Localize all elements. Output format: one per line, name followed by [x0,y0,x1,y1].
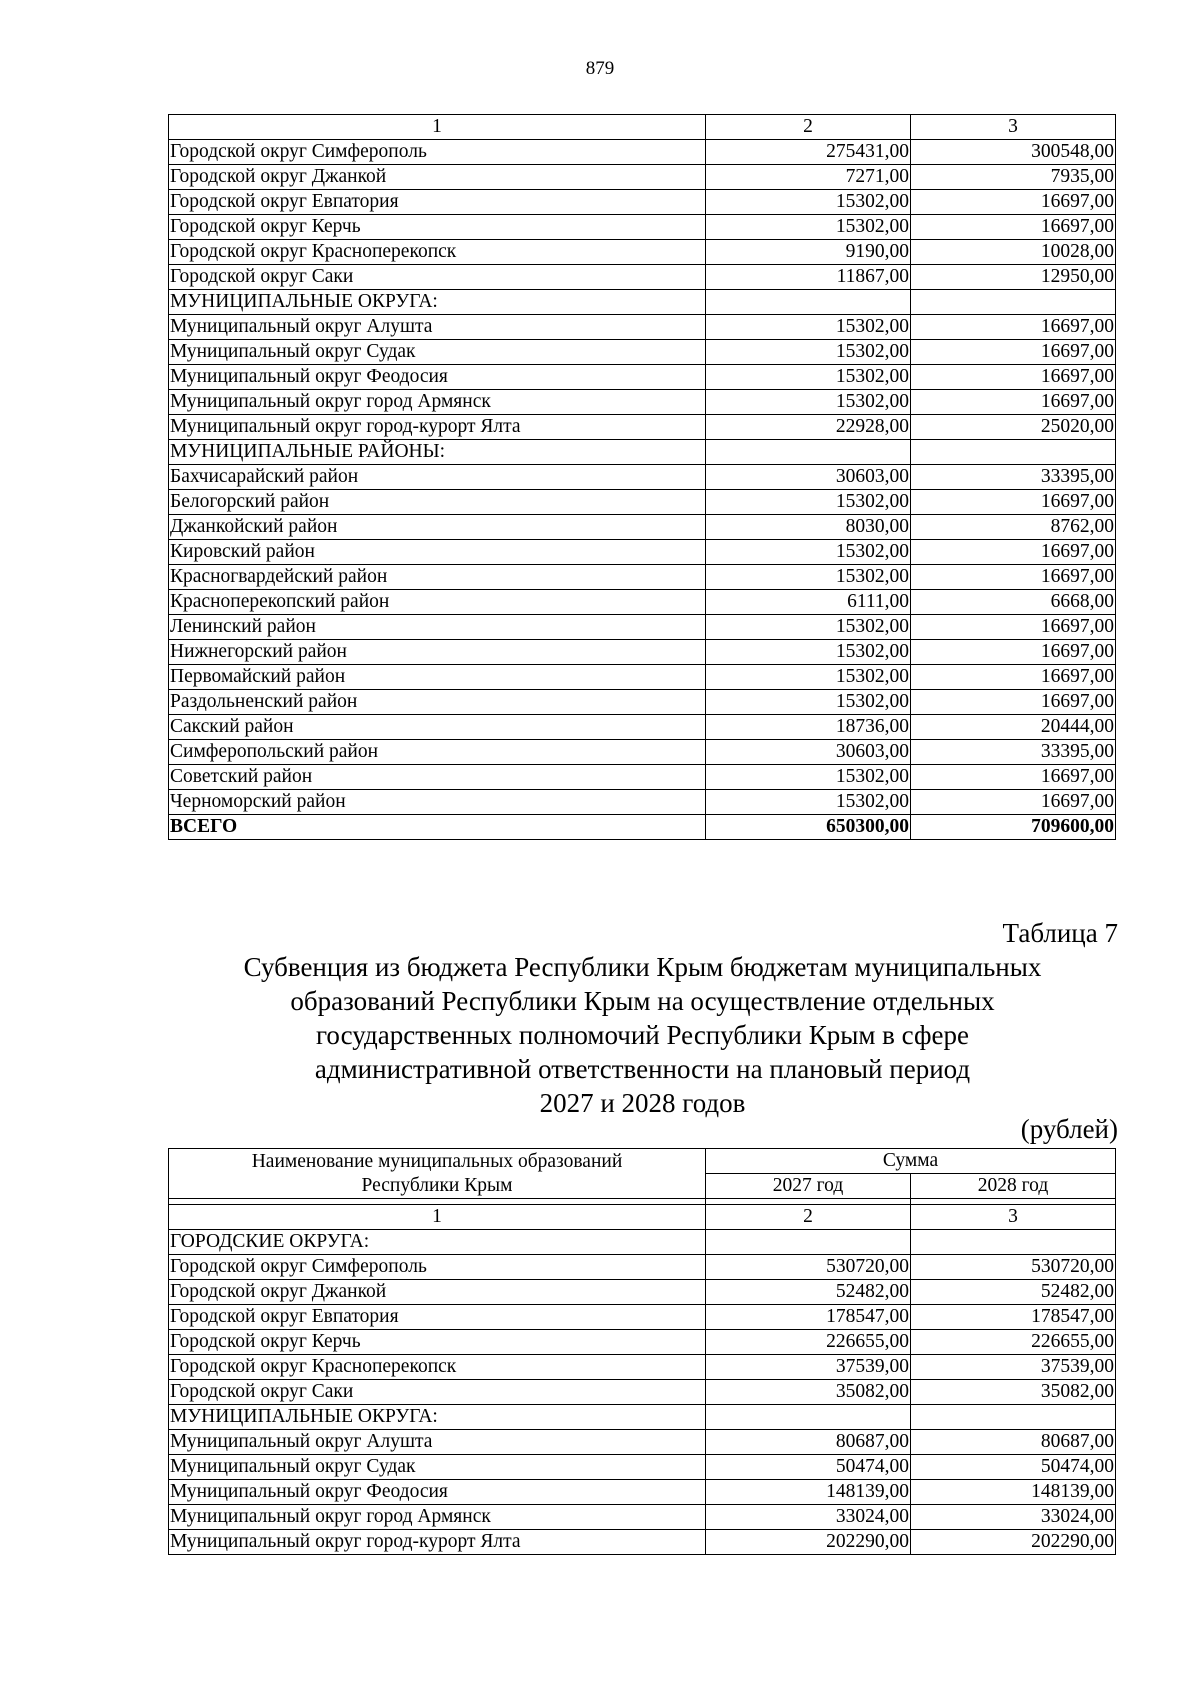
row-value-2: 16697,00 [911,615,1116,640]
row-value-1: 15302,00 [706,390,911,415]
row-name: Городской округ Саки [169,1380,706,1405]
row-name: Городской округ Джанкой [169,165,706,190]
column-number: 3 [911,115,1116,140]
table-row [169,690,1116,715]
row-value-1 [706,440,911,465]
sum-header: Сумма [706,1149,1116,1174]
column-number-row [169,1205,1116,1230]
row-value-2: 52482,00 [911,1280,1116,1305]
row-name: Бахчисарайский район [169,465,706,490]
row-value-1: 15302,00 [706,565,911,590]
row-value-2: 16697,00 [911,540,1116,565]
table-title-line: административной ответственности на плановый период [314,1054,971,1084]
header-row [169,1149,1116,1174]
row-name: Красноперекопский район [169,590,706,615]
table-2 [168,1148,1116,1555]
row-name: Джанкойский район [169,515,706,540]
row-name: Раздольненский район [169,690,706,715]
row-value-2: 16697,00 [911,665,1116,690]
table-row [169,165,1116,190]
units-label: (рублей) [1020,1114,1118,1144]
column-number-row [169,115,1116,140]
table-row [169,140,1116,165]
table-row [169,365,1116,390]
table-row [169,390,1116,415]
row-value-2: 16697,00 [911,690,1116,715]
row-value-2: 148139,00 [911,1480,1116,1505]
row-value-1: 15302,00 [706,365,911,390]
column-number: 1 [169,1205,706,1230]
table-row [169,415,1116,440]
row-value-2: 8762,00 [911,515,1116,540]
table-row [169,715,1116,740]
row-name: Муниципальный округ Алушта [169,315,706,340]
row-name: Муниципальный округ Судак [169,1455,706,1480]
row-name: Городской округ Керчь [169,1330,706,1355]
row-name: Муниципальный округ город-курорт Ялта [169,415,706,440]
table-title-line: государственных полномочий Республики Крым в сфере [316,1020,969,1050]
row-name: Ленинский район [169,615,706,640]
row-value-2 [911,1230,1116,1255]
row-value-1: 15302,00 [706,190,911,215]
row-value-2: 33395,00 [911,465,1116,490]
row-value-1: 80687,00 [706,1430,911,1455]
table-row [169,1230,1116,1255]
row-value-1: 11867,00 [706,265,911,290]
row-name: Нижнегорский район [169,640,706,665]
row-value-2: 16697,00 [911,215,1116,240]
row-value-1: 275431,00 [706,140,911,165]
row-name: Советский район [169,765,706,790]
table-row [169,1305,1116,1330]
table-row [169,665,1116,690]
table-row [169,740,1116,765]
table-row [169,1380,1116,1405]
row-name: Городской округ Симферополь [169,1255,706,1280]
row-value-2: 37539,00 [911,1355,1116,1380]
row-value-2: 16697,00 [911,315,1116,340]
row-value-2: 35082,00 [911,1380,1116,1405]
table-row [169,515,1116,540]
row-name: МУНИЦИПАЛЬНЫЕ ОКРУГА: [169,1405,706,1430]
row-name: МУНИЦИПАЛЬНЫЕ ОКРУГА: [169,290,706,315]
row-value-1: 15302,00 [706,540,911,565]
table-label: Таблица 7 [1002,918,1118,948]
row-value-1: 202290,00 [706,1530,911,1555]
row-name: Городской округ Красноперекопск [169,240,706,265]
table-row [169,465,1116,490]
row-value-1: 530720,00 [706,1255,911,1280]
row-value-2: 178547,00 [911,1305,1116,1330]
table-row [169,265,1116,290]
table-row [169,1480,1116,1505]
row-value-2: 16697,00 [911,190,1116,215]
page-number: 879 [585,58,615,79]
table-row [169,1455,1116,1480]
row-name: Муниципальный округ город Армянск [169,1505,706,1530]
name-column-header [169,1149,706,1199]
row-name: МУНИЦИПАЛЬНЫЕ РАЙОНЫ: [169,440,706,465]
row-name: Городской округ Симферополь [169,140,706,165]
table-row [169,540,1116,565]
row-value-2: 33024,00 [911,1505,1116,1530]
table-row [169,590,1116,615]
table-row [169,790,1116,815]
row-name: Белогорский район [169,490,706,515]
total-value-1: 650300,00 [706,815,911,840]
row-value-2: 16697,00 [911,765,1116,790]
column-number: 1 [169,115,706,140]
total-label: ВСЕГО [169,815,706,840]
row-value-2: 20444,00 [911,715,1116,740]
row-value-2: 16697,00 [911,490,1116,515]
row-value-2: 25020,00 [911,415,1116,440]
row-value-1: 15302,00 [706,340,911,365]
table-row [169,315,1116,340]
row-value-2: 33395,00 [911,740,1116,765]
table-row [169,1355,1116,1380]
row-value-1: 22928,00 [706,415,911,440]
row-value-1: 15302,00 [706,790,911,815]
table-title-line: Субвенция из бюджета Республики Крым бюджетам муниципальных [243,952,1042,982]
row-name: Городской округ Саки [169,265,706,290]
row-value-2: 12950,00 [911,265,1116,290]
table-row [169,615,1116,640]
table-title [168,950,1117,1120]
row-name: Муниципальный округ Алушта [169,1430,706,1455]
row-value-1: 8030,00 [706,515,911,540]
row-value-1: 35082,00 [706,1380,911,1405]
table-row [169,240,1116,265]
row-value-1: 6111,00 [706,590,911,615]
table-row [169,565,1116,590]
table-row [169,340,1116,365]
row-value-1: 50474,00 [706,1455,911,1480]
row-value-1: 30603,00 [706,740,911,765]
name-column-header-line: Наименование муниципальных образований [251,1150,623,1172]
row-name: Муниципальный округ город-курорт Ялта [169,1530,706,1555]
table-row [169,1505,1116,1530]
row-value-1: 15302,00 [706,615,911,640]
year-header: 2028 год [911,1174,1116,1199]
row-value-2: 6668,00 [911,590,1116,615]
column-number: 2 [706,115,911,140]
row-name: Первомайский район [169,665,706,690]
row-value-1 [706,1230,911,1255]
table-row [169,1430,1116,1455]
row-value-1: 37539,00 [706,1355,911,1380]
column-number: 2 [706,1205,911,1230]
table-row [169,1255,1116,1280]
row-name: Городской округ Евпатория [169,190,706,215]
row-value-1 [706,1405,911,1430]
row-value-1: 7271,00 [706,165,911,190]
row-value-1: 15302,00 [706,690,911,715]
row-value-2 [911,440,1116,465]
row-value-1: 33024,00 [706,1505,911,1530]
table-row [169,765,1116,790]
row-value-2: 10028,00 [911,240,1116,265]
row-value-2: 16697,00 [911,640,1116,665]
table-row [169,1530,1116,1555]
row-name: Муниципальный округ Феодосия [169,1480,706,1505]
total-row [169,815,1116,840]
row-name: Черноморский район [169,790,706,815]
row-value-2: 202290,00 [911,1530,1116,1555]
table-row [169,290,1116,315]
table-1 [168,114,1116,840]
row-value-2: 530720,00 [911,1255,1116,1280]
row-name: Муниципальный округ город Армянск [169,390,706,415]
table-row [169,190,1116,215]
row-value-2: 80687,00 [911,1430,1116,1455]
row-name: Муниципальный округ Судак [169,340,706,365]
row-name: Кировский район [169,540,706,565]
row-value-1: 148139,00 [706,1480,911,1505]
row-value-1: 9190,00 [706,240,911,265]
row-value-1: 52482,00 [706,1280,911,1305]
row-value-1: 15302,00 [706,490,911,515]
row-name: Городской округ Евпатория [169,1305,706,1330]
table-row [169,440,1116,465]
table-title-line: образований Республики Крым на осуществление отдельных [290,986,995,1016]
row-value-2: 16697,00 [911,790,1116,815]
row-value-1: 15302,00 [706,665,911,690]
row-value-2: 226655,00 [911,1330,1116,1355]
row-value-1 [706,290,911,315]
row-name: Городской округ Керчь [169,215,706,240]
row-value-2: 16697,00 [911,565,1116,590]
row-value-1: 226655,00 [706,1330,911,1355]
row-value-2 [911,290,1116,315]
row-value-1: 15302,00 [706,215,911,240]
table-row [169,490,1116,515]
row-value-2: 16697,00 [911,390,1116,415]
row-name: Красногвардейский район [169,565,706,590]
row-value-1: 18736,00 [706,715,911,740]
total-value-2: 709600,00 [911,815,1116,840]
table-row [169,1330,1116,1355]
row-value-2: 16697,00 [911,365,1116,390]
year-header: 2027 год [706,1174,911,1199]
table-title-line: 2027 и 2028 годов [539,1088,746,1118]
row-value-2: 16697,00 [911,340,1116,365]
row-name: Городской округ Джанкой [169,1280,706,1305]
row-value-2: 300548,00 [911,140,1116,165]
row-value-1: 15302,00 [706,765,911,790]
row-value-1: 178547,00 [706,1305,911,1330]
column-number: 3 [911,1205,1116,1230]
row-name: Симферопольский район [169,740,706,765]
table-row [169,1405,1116,1430]
table-row [169,215,1116,240]
row-name: ГОРОДСКИЕ ОКРУГА: [169,1230,706,1255]
table-row [169,1280,1116,1305]
row-value-2: 7935,00 [911,165,1116,190]
row-name: Сакский район [169,715,706,740]
name-column-header-line: Республики Крым [361,1174,513,1196]
row-value-1: 15302,00 [706,640,911,665]
row-value-2 [911,1405,1116,1430]
row-name: Муниципальный округ Феодосия [169,365,706,390]
row-value-1: 30603,00 [706,465,911,490]
row-value-1: 15302,00 [706,315,911,340]
table-row [169,640,1116,665]
row-value-2: 50474,00 [911,1455,1116,1480]
row-name: Городской округ Красноперекопск [169,1355,706,1380]
